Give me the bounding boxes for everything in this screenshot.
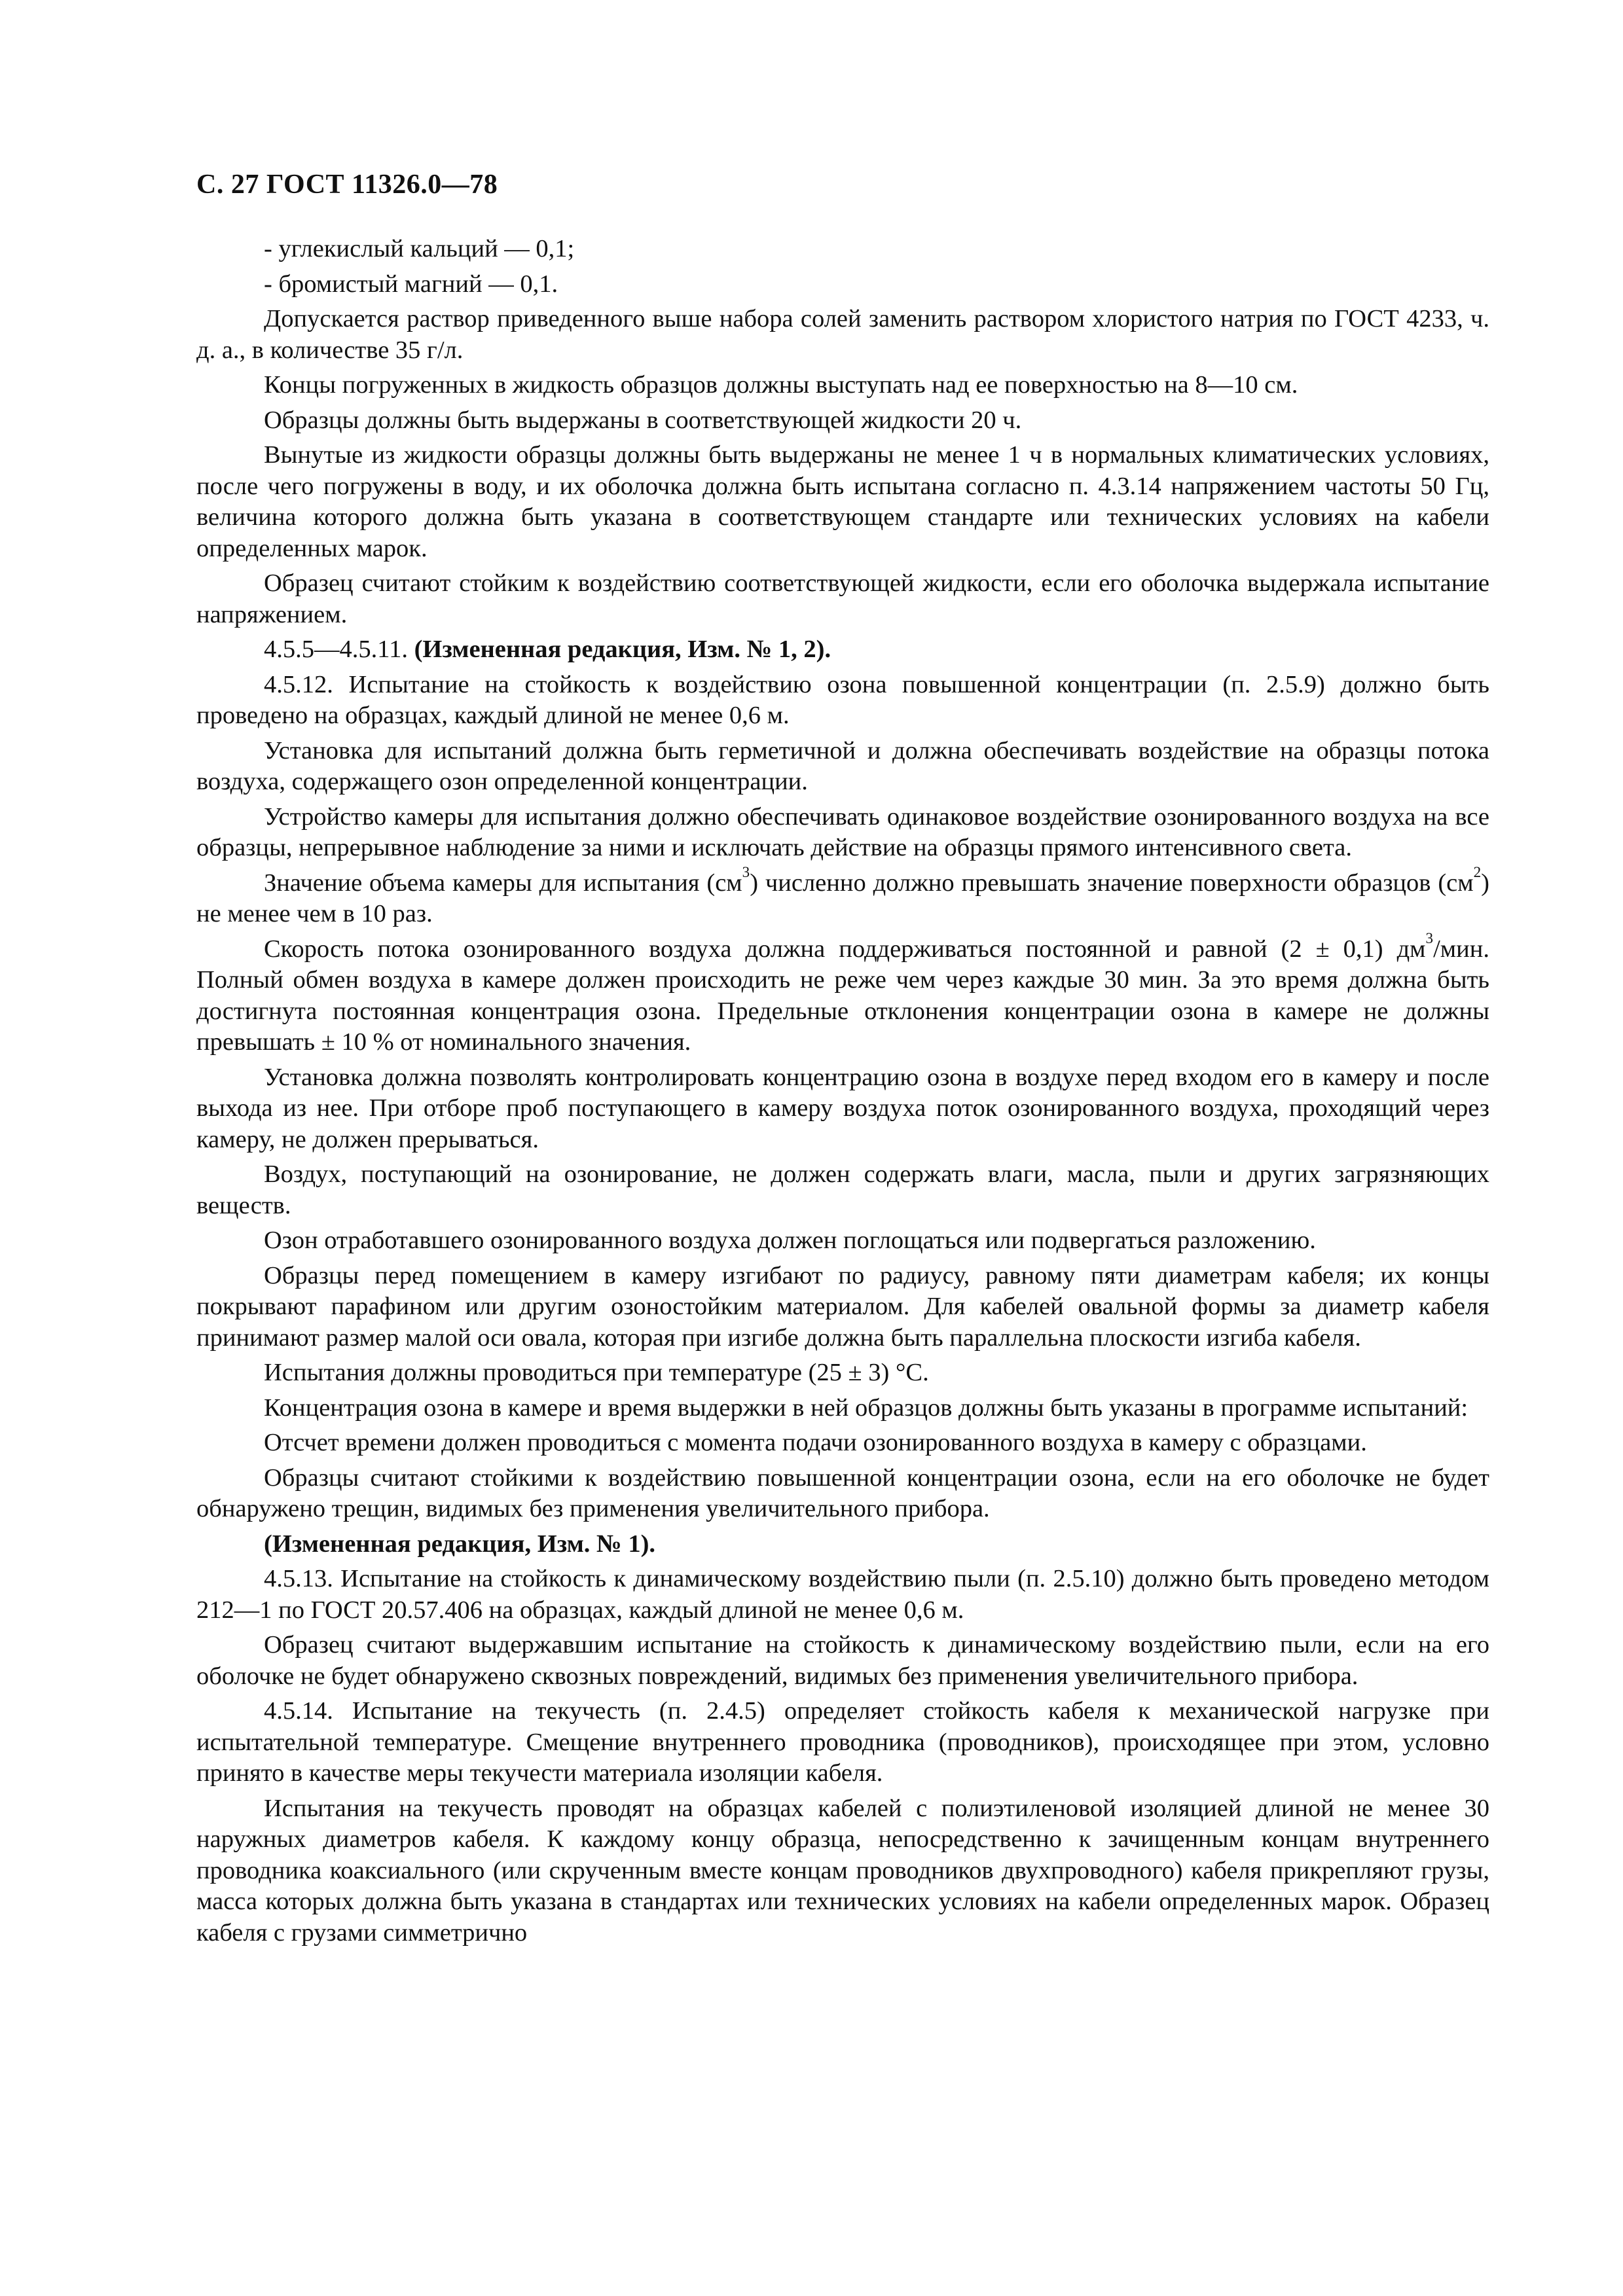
paragraph-1: - углекислый кальций — 0,1; <box>264 235 575 262</box>
page-header: С. 27 ГОСТ 11326.0—78 <box>196 170 498 200</box>
paragraph-2: - бромистый магний — 0,1. <box>264 270 558 298</box>
amendment-note: (Измененная редакция, Изм. № 1). <box>264 1530 656 1558</box>
clause-number: 4.5.5—4.5.11. <box>264 636 414 663</box>
paragraph-15: Воздух, поступающий на озонирование, не должен содержать влаги, масла, пыли и других загрязняющих веществ. <box>196 1160 1489 1219</box>
paragraph-22 <box>196 1529 1489 1560</box>
paragraph-4: Концы погруженных в жидкость образцов должны выступать над ее поверхностью на 8—10 см. <box>264 371 1298 399</box>
paragraph-16: Озон отработавшего озонированного воздуха должен поглощаться или подвергаться разложению. <box>264 1227 1316 1254</box>
paragraph-24: Образец считают выдержавшим испытание на стойкость к динамическому воздействию пыли, если на его оболочке не будет обнаружено сквозных повреждений, видимых без применения увеличительного прибора. <box>196 1631 1489 1690</box>
paragraph-5: Образцы должны быть выдержаны в соответствующей жидкости 20 ч. <box>264 406 1022 434</box>
paragraph-13: Скорость потока озонированного воздуха должна поддерживаться постоянной и равной (2 ± 0,1) $дм^3$/мин. Полный обмен воздуха в камере должен происходить не реже чем через каждые 30 мин. За это время должна быть достигнута постоянная концентрация озона. Предельные отклонения концентрации озона в камере не должны превышать ± 10 % от номинального значения. <box>196 929 1489 1056</box>
paragraph-12: Значение объема камеры для испытания $(см^3)$ численно должно превышать значение поверхности образцов $(см^2)$ не менее чем в 10 раз. <box>196 863 1489 927</box>
paragraph-25: 4.5.14. Испытание на текучесть (п. 2.4.5) определяет стойкость кабеля к механической нагрузке при испытательной температуре. Смещение внутреннего проводника (проводников), происходящее при этом, условно принято в качестве меры текучести материала изоляции кабеля. <box>196 1697 1489 1787</box>
paragraph-26: Испытания на текучесть проводят на образцах кабелей с полиэтиленовой изоляцией длиной не менее 30 наружных диаметров кабеля. К каждому концу образца, непосредственно к зачищенным концам внутреннего проводника коаксиального (или скрученным вместе концам проводников двухпроводного) кабеля прикрепляют грузы, масса которых должна быть указана в стандартах или технических условиях на кабели определенных марок. Образец кабеля с грузами симметрично <box>196 1794 1489 1946</box>
paragraph-21: Образцы считают стойкими к воздействию повышенной концентрации озона, если на его оболочке не будет обнаружено трещин, видимых без применения увеличительного прибора. <box>196 1463 1489 1522</box>
paragraph-9: 4.5.12. Испытание на стойкость к воздействию озона повышенной концентрации (п. 2.5.9) должно быть проведено на образцах, каждый длиной не менее 0,6 м. <box>196 670 1489 729</box>
paragraph-17: Образцы перед помещением в камеру изгибают по радиусу, равному пяти диаметрам кабеля; их концы покрывают парафином или другим озоностойким материалом. Для кабелей овальной формы за диаметр кабеля принимают размер малой оси овала, которая при изгибе должна быть параллельна плоскости изгиба кабеля. <box>196 1261 1489 1352</box>
paragraph-8 <box>196 634 1489 666</box>
paragraph-20: Отсчет времени должен проводиться с момента подачи озонированного воздуха в камеру с образцами. <box>264 1429 1367 1456</box>
paragraph-6: Вынутые из жидкости образцы должны быть выдержаны не менее 1 ч в нормальных климатических условиях, после чего погружены в воду, и их оболочка должна быть испытана согласно п. 4.3.14 напряжением частоты 50 Гц, величина которого должна быть указана в соответствующем стандарте или технических условиях на кабели определенных марок. <box>196 441 1489 562</box>
document-page <box>196 167 1489 1952</box>
paragraph-3: Допускается раствор приведенного выше набора солей заменить раствором хлористого натрия по ГОСТ 4233, ч. д. а., в количестве 35 г/л. <box>196 305 1489 364</box>
paragraph-23: 4.5.13. Испытание на стойкость к динамическому воздействию пыли (п. 2.5.10) должно быть проведено методом 212—1 по ГОСТ 20.57.406 на образцах, каждый длиной не менее 0,6 м. <box>196 1565 1489 1624</box>
paragraph-10: Установка для испытаний должна быть герметичной и должна обеспечивать воздействие на образцы потока воздуха, содержащего озон определенной концентрации. <box>196 736 1489 795</box>
paragraph-18: Испытания должны проводиться при температуре (25 ± 3) °С. <box>264 1359 929 1386</box>
paragraph-19: Концентрация озона в камере и время выдержки в ней образцов должны быть указаны в программе испытаний: <box>264 1393 1468 1422</box>
paragraph-11: Устройство камеры для испытания должно обеспечивать одинаковое воздействие озонированного воздуха на все образцы, непрерывное наблюдение за ними и исключать действие на образцы прямого интенсивного света. <box>196 802 1489 861</box>
paragraph-14: Установка должна позволять контролировать концентрацию озона в воздухе перед входом его в камеру и после выхода из нее. При отборе проб поступающего в камеру воздуха поток озонированного воздуха, проходящий через камеру, не должен прерываться. <box>196 1063 1489 1153</box>
paragraph-7: Образец считают стойким к воздействию соответствующей жидкости, если его оболочка выдержала испытание напряжением. <box>196 569 1489 628</box>
amendment-note: (Измененная редакция, Изм. № 1, 2). <box>414 636 831 663</box>
